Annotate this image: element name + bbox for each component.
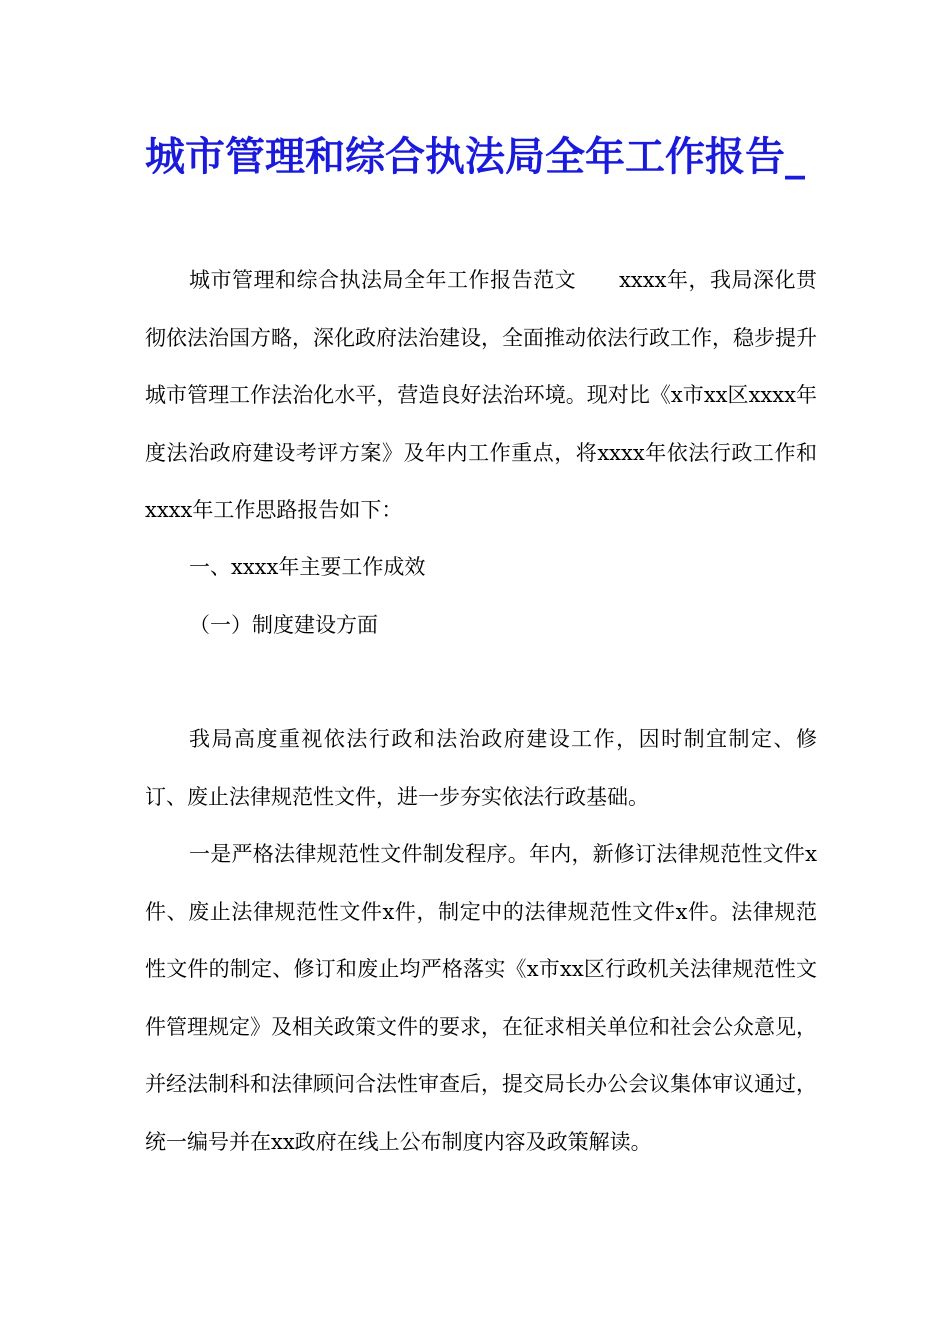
document-title: 城市管理和综合执法局全年工作报告_ [145, 133, 805, 180]
body-paragraph-2: 我局高度重视依法行政和法治政府建设工作，因时制宜制定、修订、废止法律规范性文件，进一步夯实依法行政基础。 [145, 727, 817, 809]
section-heading-1: 一、xxxx年主要工作成效 [189, 555, 426, 579]
subsection-heading-1: （一）制度建设方面 [189, 613, 378, 637]
intro-paragraph: 城市管理和综合执法局全年工作报告范文 xxxx年，我局深化贯彻依法治国方略，深化政府法治建设，全面推动依法行政工作，稳步提升城市管理工作法治化水平，营造良好法治环境。现对比《x市xx区xxxx年度法治政府建设考评方案》及年内工作重点，将xxxx年依法行政工作和xxxx年工作思路报告如下： [145, 268, 817, 522]
body-paragraph-3: 一是严格法律规范性文件制发程序。年内，新修订法律规范性文件x件、废止法律规范性文件x件，制定中的法律规范性文件x件。法律规范性文件的制定、修订和废止均严格落实《x市xx区行政机关法律规范性文件管理规定》及相关政策文件的要求，在征求相关单位和社会公众意见，并经法制科和法律顾问合法性审查后，提交局长办公会议集体审议通过，统一编号并在xx政府在线上公布制度内容及政策解读。 [145, 842, 817, 1154]
